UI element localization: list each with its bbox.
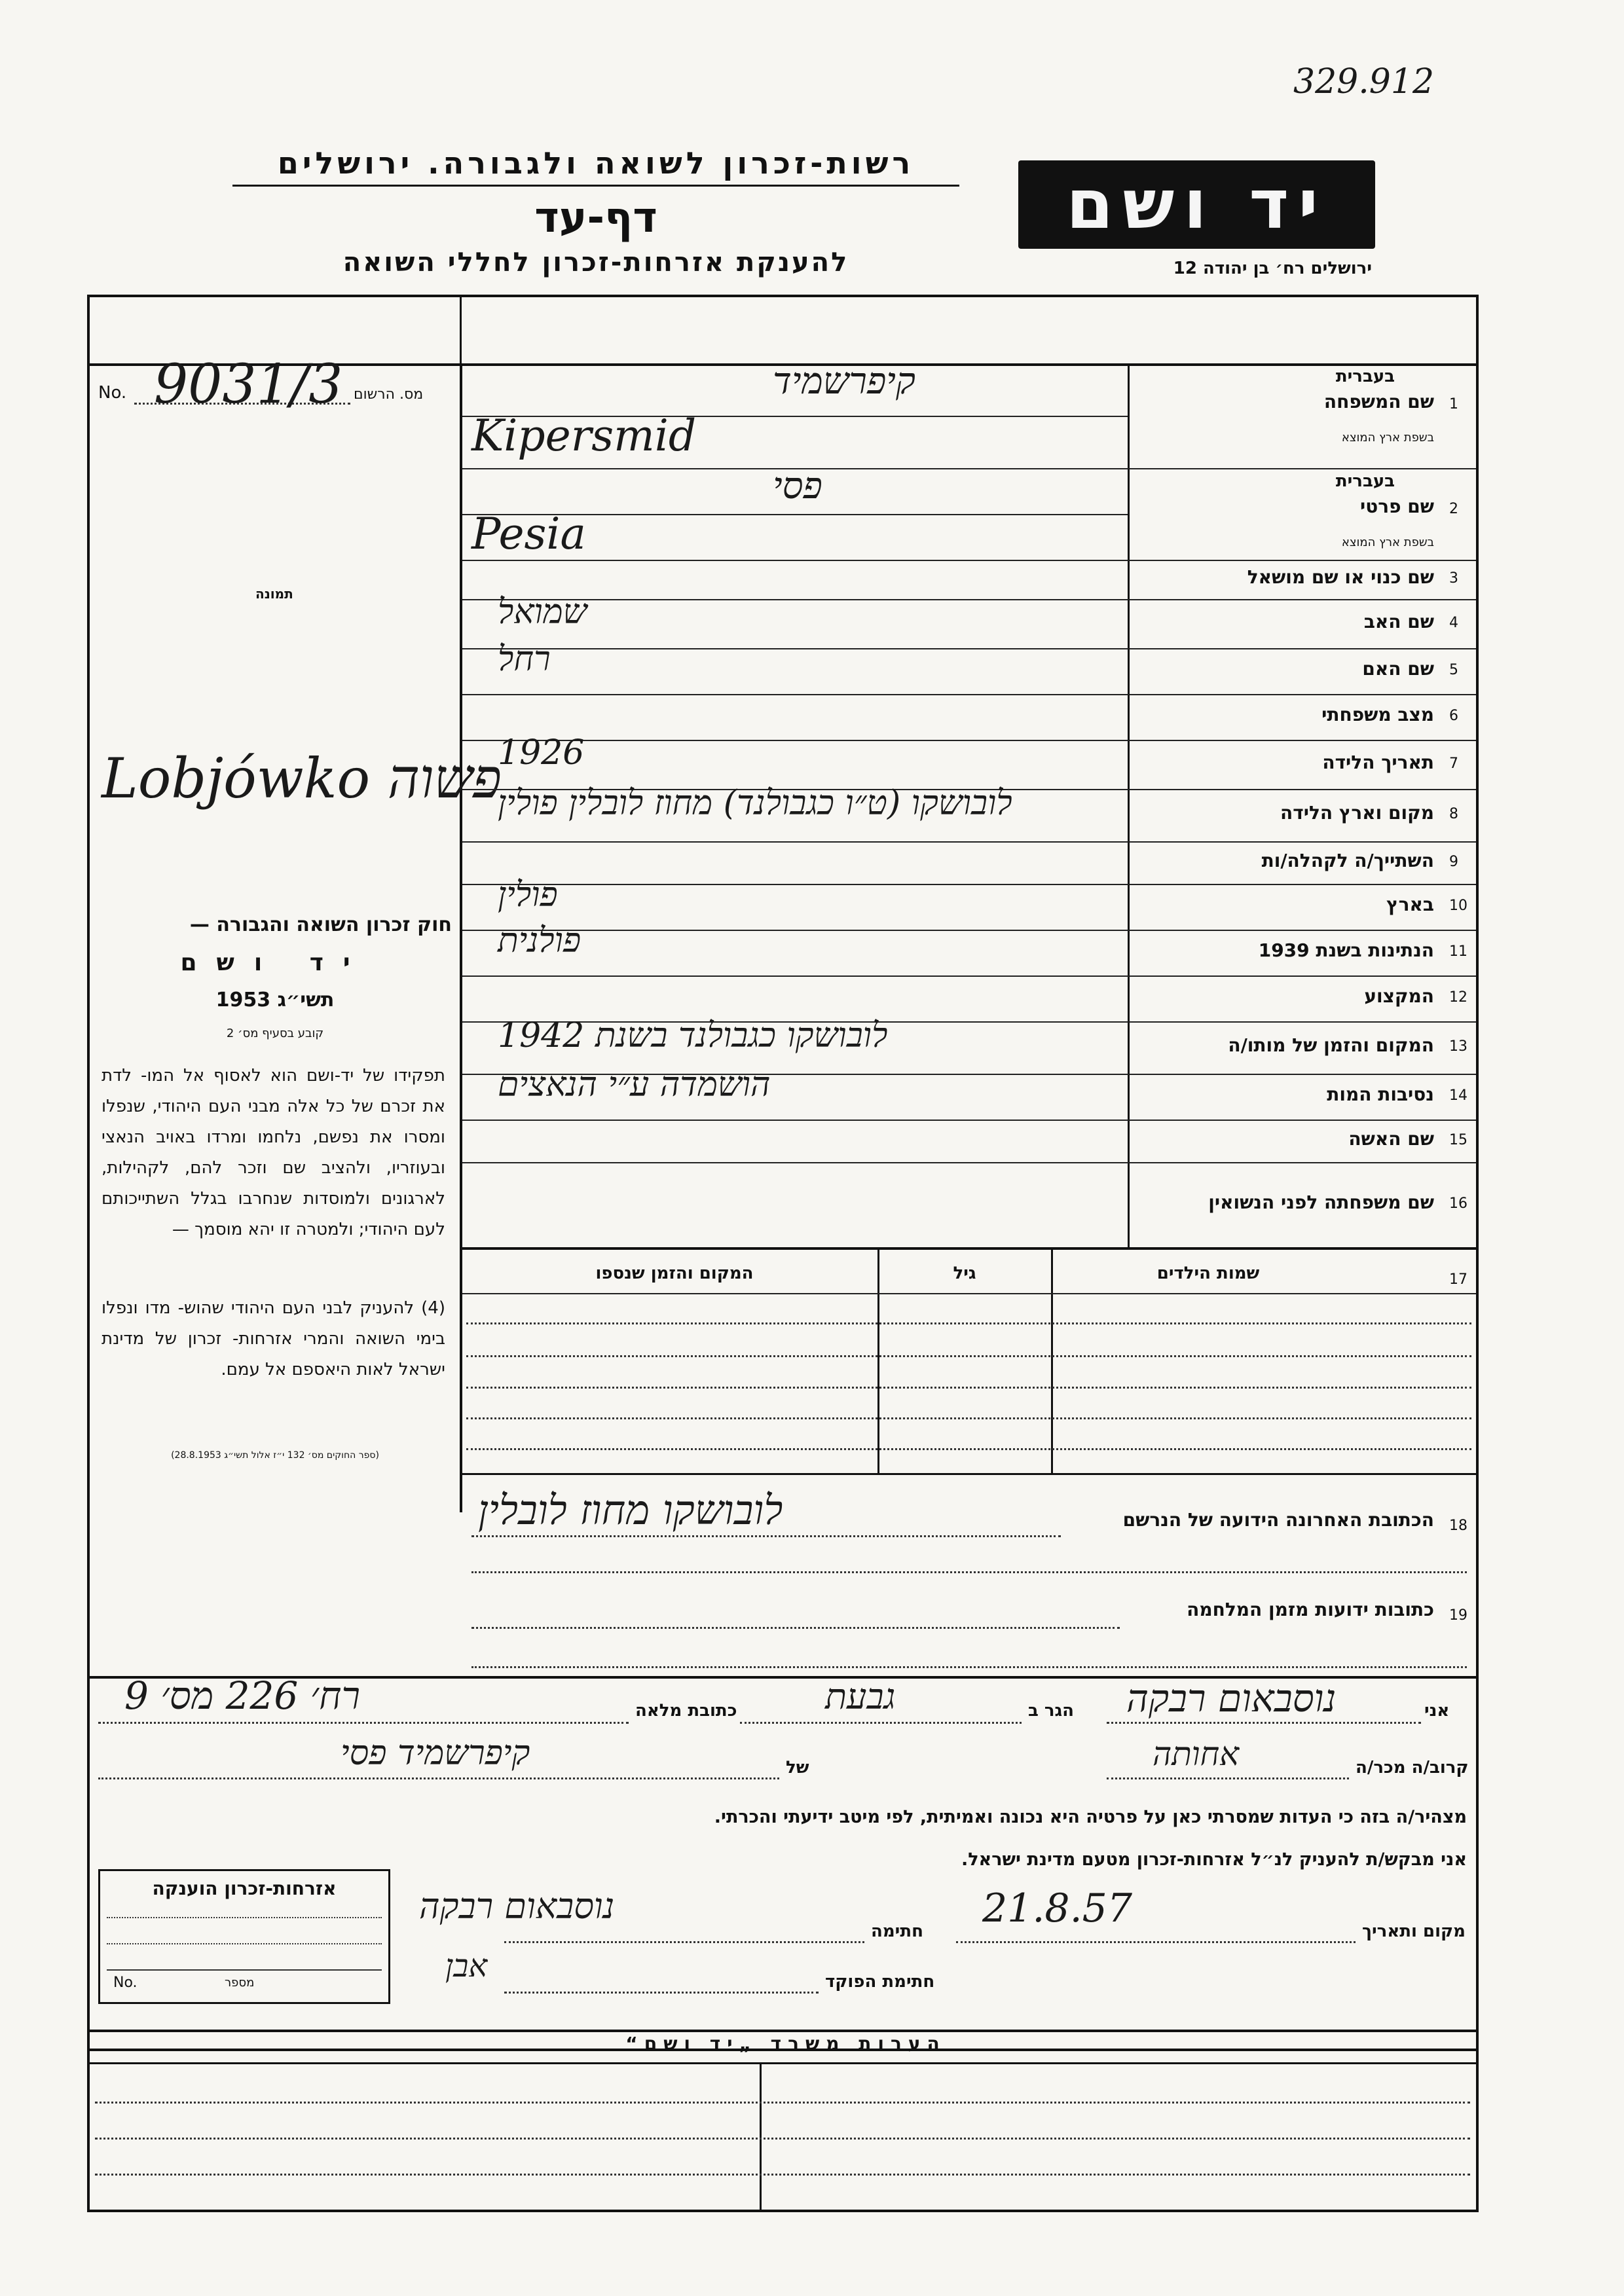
- field-13-number: 13: [1449, 1038, 1467, 1055]
- handwritten-place: Lobjówko פשוה: [101, 746, 502, 811]
- children-bottom-line: [462, 1473, 1476, 1475]
- decl-line-address: [98, 1722, 629, 1724]
- decl-official-value: אבן: [445, 1948, 488, 1984]
- field-18-number: 18: [1449, 1518, 1467, 1534]
- field-18-label: הכתובת האחרונה הידועה של הנרשם: [1122, 1509, 1434, 1531]
- decl-line-date: [956, 1941, 1356, 1943]
- field-2-sub-bottom: בשפת ארץ המוצא: [1341, 536, 1434, 549]
- law-text-1: תפקידו של יד-ושם הוא לאסוף אל המו- לדת את זכרם של כל אלה מבני העם היהודי, שנפלו ומסרו את נפשם, נלחמו ומרדו באויב הנאצי ובעוזריו, ולהציב שם וזכר להם, לקהילות, לארגונים ולמוסדות שנחרבו בגלל השתייכותם לעם היהודי; ולמטרה זו יהא מוסמך —: [101, 1066, 445, 1239]
- field-4-number: 4: [1449, 614, 1458, 631]
- decl-line-of: [98, 1777, 779, 1779]
- children-header-place: המקום והזמן שנספו: [595, 1264, 754, 1283]
- field-12-label: המקצוע: [1364, 985, 1434, 1007]
- office-notes-title: הערות משרד „יד ושם“: [625, 2033, 946, 2054]
- law-name: יד ושם: [180, 949, 370, 976]
- field-8-row-line: [462, 841, 1476, 843]
- field-12-number: 12: [1449, 989, 1467, 1006]
- children-row-line: [466, 1355, 1471, 1357]
- field-14-row-line: [462, 1120, 1476, 1121]
- children-header-names: שמות הילדים: [1156, 1264, 1260, 1283]
- decl-resident-value: גבעת: [825, 1676, 896, 1717]
- decl-line-name: [1107, 1722, 1421, 1724]
- photo-label: תמונה: [255, 586, 293, 602]
- field-7-number: 7: [1449, 755, 1458, 772]
- field-3-number: 3: [1449, 570, 1458, 587]
- children-row-line: [466, 1322, 1471, 1324]
- field-11-label: הנתינות בשנת 1939: [1258, 939, 1434, 961]
- decl-address-value: רח׳ 226 מס׳ 9: [124, 1673, 360, 1718]
- form-subtitle: להענקת אזרחות-זכרון לחללי השואה: [342, 247, 849, 278]
- field-18-value: לובושקו מחוז לובלין: [478, 1486, 783, 1534]
- field-2-value-bottom: Pesia: [471, 509, 586, 559]
- field-6-number: 6: [1449, 708, 1458, 724]
- decl-statement-2: אני מבקש/ת להעניק לנ״ל אזרחות-זכרון מטעם מדינת ישראל.: [961, 1850, 1467, 1870]
- citizenship-box: [98, 1869, 390, 2004]
- field-4-row-line: [462, 648, 1476, 649]
- field-15-number: 15: [1449, 1131, 1467, 1148]
- field-11-row-line: [462, 975, 1476, 977]
- field-7-label: תאריך הלידה: [1322, 751, 1434, 773]
- law-source: (ספר החוקים מס׳ 132 י״ז אלול תשי״ג 28.8.1953): [171, 1450, 379, 1461]
- field-15-row-line: [462, 1162, 1476, 1163]
- logo-address: ירושלים רח׳ בן יהודה 12: [1173, 259, 1372, 278]
- field-1-sub-bottom: בשפת ארץ המוצא: [1341, 431, 1434, 445]
- left-column-divider: [460, 363, 462, 1512]
- decl-line-resident: [740, 1722, 1022, 1724]
- form-title: דף-עד: [534, 194, 657, 242]
- field-19-line-a: [471, 1627, 1120, 1629]
- citizenship-number-label: מספר: [225, 1976, 255, 1990]
- field-18-line-a: [471, 1535, 1061, 1537]
- decl-address-label: כתובת מלאה: [635, 1701, 737, 1721]
- field-14-value: הושמדה ע״י הנאצים: [498, 1065, 771, 1104]
- children-header-age: גיל: [953, 1264, 976, 1283]
- field-9-number: 9: [1449, 853, 1458, 870]
- law-clause: קובע בסעיף מס׳ 2: [226, 1027, 324, 1040]
- citizenship-line-1: [107, 1917, 382, 1918]
- field-2-sub-top: בעברית: [1335, 471, 1395, 491]
- field-3-row-line: [462, 599, 1476, 600]
- field-2-number: 2: [1449, 501, 1458, 517]
- law-year: תשי״ג 1953: [215, 989, 335, 1011]
- decl-of-label: של: [786, 1758, 809, 1777]
- field-14-label: נסיבות המות: [1327, 1084, 1434, 1105]
- top-band-divider: [460, 297, 462, 363]
- children-row-line: [466, 1417, 1471, 1419]
- field-13-value: לובושקו כגבולנד בשנת 1942: [498, 1016, 888, 1055]
- field-2-row-line: [462, 560, 1476, 561]
- law-text-2: (4) להעניק לבני העם היהודי שהוש- מדו ונפלו בימי השואה והמרי אזרחות- זכרון של מדינת ישראל לאות היאספם אל עמם.: [101, 1298, 445, 1379]
- children-header-line: [462, 1293, 1476, 1294]
- children-top-line: [462, 1247, 1476, 1250]
- field-4-label: שם האב: [1363, 610, 1434, 632]
- decl-signature-value: נוסבאום רבקה: [419, 1886, 615, 1927]
- citizenship-title: אזרחות-זכרון הוענקה: [152, 1878, 337, 1899]
- law-title: חוק זכרון השואה והגבורה —: [189, 913, 452, 936]
- field-9-row-line: [462, 884, 1476, 885]
- children-col-divider-2: [1051, 1247, 1053, 1473]
- decl-place-date-label: מקום ותאריך: [1362, 1922, 1466, 1941]
- field-10-row-line: [462, 930, 1476, 931]
- field-8-number: 8: [1449, 806, 1458, 822]
- field-16-label: שם משפחתה לפני הנשואין: [1208, 1192, 1434, 1213]
- decl-place-date-value: 21.8.57: [982, 1886, 1133, 1931]
- field-7-value: 1926: [498, 733, 585, 773]
- field-11-number: 11: [1449, 943, 1467, 960]
- citizenship-line-2: [107, 1943, 382, 1944]
- decl-resident-label: הגר ב: [1028, 1701, 1075, 1721]
- field-1-value-top: קיפרשמיד: [773, 360, 915, 403]
- field-16-number: 16: [1449, 1195, 1467, 1212]
- registration-label: מס. הרשום: [354, 386, 424, 403]
- decl-signature-label: חתימה: [871, 1922, 923, 1941]
- decl-statement-1: מצהיר/ה בזה כי העדות שמסרתי כאן על פרטיה היא נכונה ואמיתית, לפי מיטב ידיעתי והכרתי.: [714, 1807, 1467, 1827]
- field-1-label: שם המשפחה: [1323, 391, 1434, 412]
- field-8-value: לובושקו (ט״ו כגבולנד) מחוז לובלין פולין: [498, 784, 1012, 823]
- decl-i-name: נוסבאום רבקה: [1126, 1676, 1337, 1721]
- decl-i-label: אני: [1424, 1701, 1450, 1721]
- yad-vashem-logo: [1018, 160, 1375, 249]
- decl-relative-label: קרוב/ה מכר/ה: [1356, 1758, 1469, 1777]
- field-2-label: שם פרטי: [1359, 496, 1434, 517]
- field-6-row-line: [462, 740, 1476, 741]
- archive-number: 329.912: [1293, 62, 1435, 101]
- notes-frame: [87, 2030, 1479, 2212]
- field-18-line-b: [471, 1571, 1467, 1573]
- field-19-line-b: [471, 1666, 1467, 1668]
- registration-no-label: No.: [98, 383, 127, 403]
- children-row-line: [466, 1448, 1471, 1450]
- field-14-number: 14: [1449, 1087, 1467, 1104]
- decl-relative-value: אחותה: [1153, 1735, 1240, 1773]
- field-10-number: 10: [1449, 898, 1467, 914]
- field-19-label: כתובות ידועות מזמן המלחמה: [1187, 1599, 1434, 1620]
- field-6-label: מצב משפחתי: [1321, 704, 1434, 725]
- decl-line-signature: [504, 1941, 864, 1943]
- logo-text: יד ושם: [1066, 164, 1327, 244]
- field-10-label: בארץ: [1386, 894, 1434, 915]
- field-5-label: שם האם: [1362, 658, 1434, 680]
- field-5-number: 5: [1449, 662, 1458, 678]
- field-8-label: מקום וארץ הלידה: [1280, 802, 1434, 824]
- citizenship-line-3: [107, 1969, 382, 1971]
- decl-of-value: קיפרשמיד פסי: [341, 1734, 530, 1773]
- registration-number: 9031/3: [154, 354, 343, 416]
- children-row-line: [466, 1387, 1471, 1389]
- field-11-value: פולנית: [498, 921, 581, 960]
- citizenship-no-label: No.: [113, 1975, 138, 1991]
- field-5-row-line: [462, 694, 1476, 695]
- field-1-value-bottom: Kipersmid: [471, 410, 697, 461]
- field-3-label: שם כנוי או שם מושאל: [1247, 566, 1434, 588]
- children-col-divider-1: [877, 1247, 879, 1473]
- field-1-number: 1: [1449, 396, 1458, 412]
- decl-line-official: [504, 1992, 819, 1994]
- decl-official-label: חתימת הפוקד: [825, 1972, 935, 1992]
- field-1-sub-top: בעברית: [1335, 367, 1395, 386]
- authority-underline: [232, 185, 959, 187]
- children-row-number: 17: [1449, 1271, 1467, 1288]
- field-1-row-line: [462, 468, 1476, 469]
- field-13-label: המקום והזמן של מותו/ה: [1228, 1034, 1434, 1056]
- decl-line-relative: [1107, 1777, 1349, 1779]
- field-15-label: שם האשה: [1348, 1127, 1434, 1150]
- authority-title: רשות-זכרון לשואה ולגבורה. ירושלים: [277, 145, 915, 181]
- field-9-label: השתייך/ה לקהלה/ות: [1261, 849, 1434, 871]
- field-2-value-top: פסי: [773, 465, 822, 507]
- field-19-number: 19: [1449, 1607, 1467, 1624]
- field-10-value: פולין: [498, 875, 558, 915]
- label-column-divider: [1128, 363, 1130, 1247]
- field-5-value: רחל: [498, 640, 551, 679]
- field-4-value: שמואל: [498, 592, 587, 632]
